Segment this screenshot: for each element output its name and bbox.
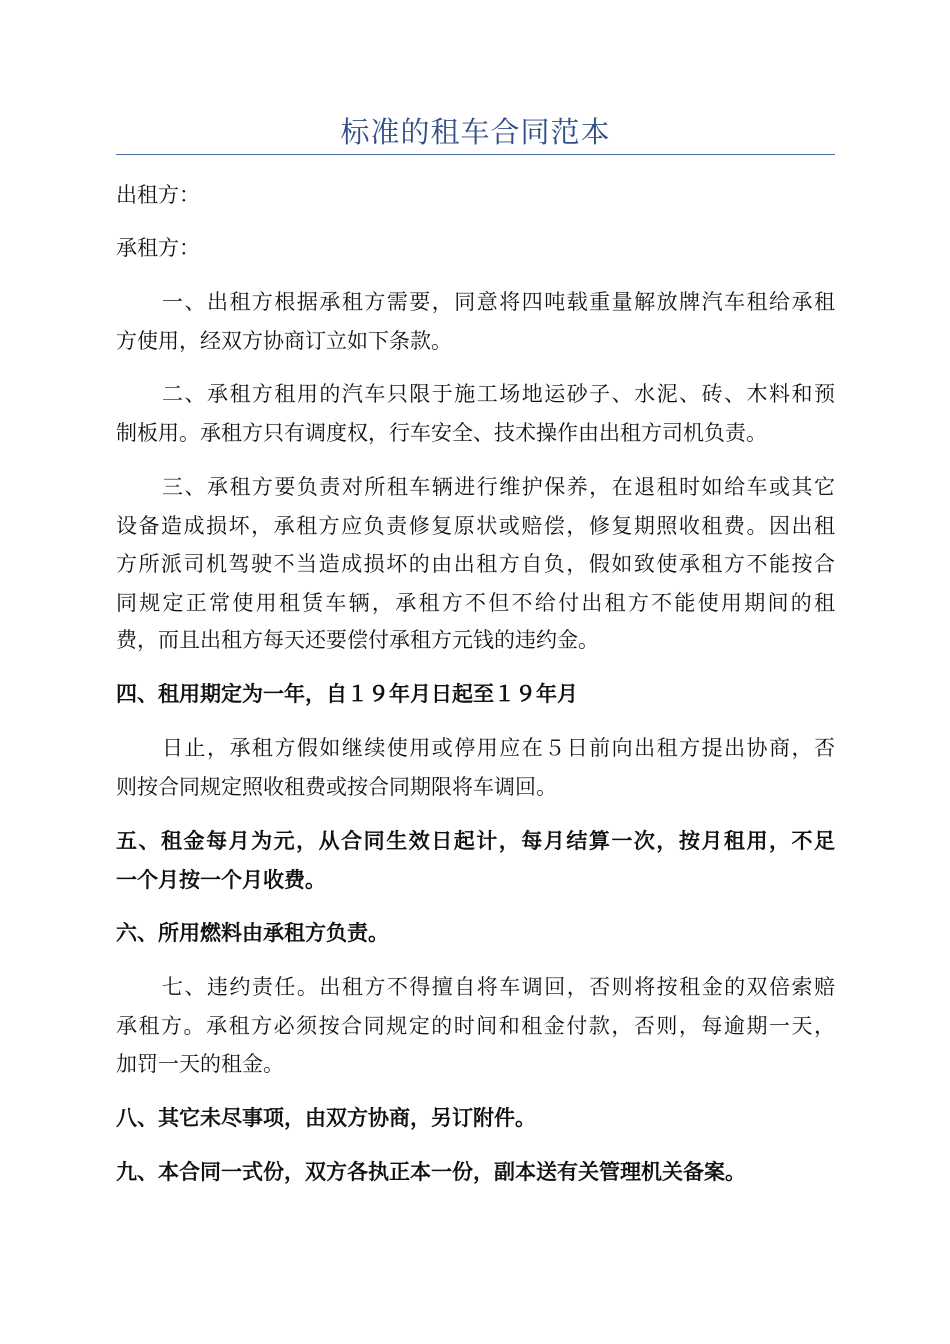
clause-7-line-2: 承租方。承租方必须按合同规定的时间和租金付款，否则，每逾期一天， [116, 1014, 835, 1038]
clause-3-line-1: 三、承租方要负责对所租车辆进行维护保养，在退租时如给车或其它 [162, 475, 835, 499]
clause-4-heading: 四、租用期定为一年，自１９年月日起至１９年月 [116, 681, 578, 706]
clause-4-line-1: 日止，承租方假如继续使用或停用应在５日前向出租方提出协商，否 [162, 736, 835, 760]
clause-2-line-2: 制板用。承租方只有调度权，行车安全、技术操作由出租方司机负责。 [116, 421, 767, 445]
clause-3-line-4: 同规定正常使用租赁车辆，承租方不但不给付出租方不能使用期间的租 [116, 591, 835, 615]
clause-7-line-1: 七、违约责任。出租方不得擅自将车调回，否则将按租金的双倍索赔 [162, 975, 835, 999]
clause-3-line-5: 费，而且出租方每天还要偿付承租方元钱的违约金。 [116, 628, 599, 652]
clause-5-line-2: 一个月按一个月收费。 [116, 867, 326, 892]
clause-3-line-3: 方所派司机驾驶不当造成损坏的由出租方自负，假如致使承租方不能按合 [116, 552, 835, 576]
document-title: 标准的租车合同范本 [340, 115, 611, 149]
clause-4-line-2: 则按合同规定照收租费或按合同期限将车调回。 [116, 775, 557, 799]
clause-8: 八、其它未尽事项，由双方协商，另订附件。 [116, 1105, 536, 1130]
clause-9: 九、本合同一式份，双方各执正本一份，副本送有关管理机关备案。 [116, 1159, 746, 1184]
clause-2-line-1: 二、承租方租用的汽车只限于施工场地运砂子、水泥、砖、木料和预 [162, 382, 835, 406]
lessee-label: 承租方： [116, 236, 200, 260]
clause-7-line-3: 加罚一天的租金。 [116, 1052, 284, 1076]
clause-1-line-2: 方使用，经双方协商订立如下条款。 [116, 329, 452, 353]
clause-3-line-2: 设备造成损坏，承租方应负责修复原状或赔偿，修复期照收租费。因出租 [116, 514, 835, 538]
lessor-label: 出租方： [116, 183, 200, 207]
clause-1-line-1: 一、出租方根据承租方需要，同意将四吨载重量解放牌汽车租给承租 [162, 290, 835, 314]
title-divider [116, 154, 835, 155]
clause-5-line-1: 五、租金每月为元，从合同生效日起计，每月结算一次，按月租用，不足 [116, 828, 835, 853]
clause-6: 六、所用燃料由承租方负责。 [116, 920, 389, 945]
